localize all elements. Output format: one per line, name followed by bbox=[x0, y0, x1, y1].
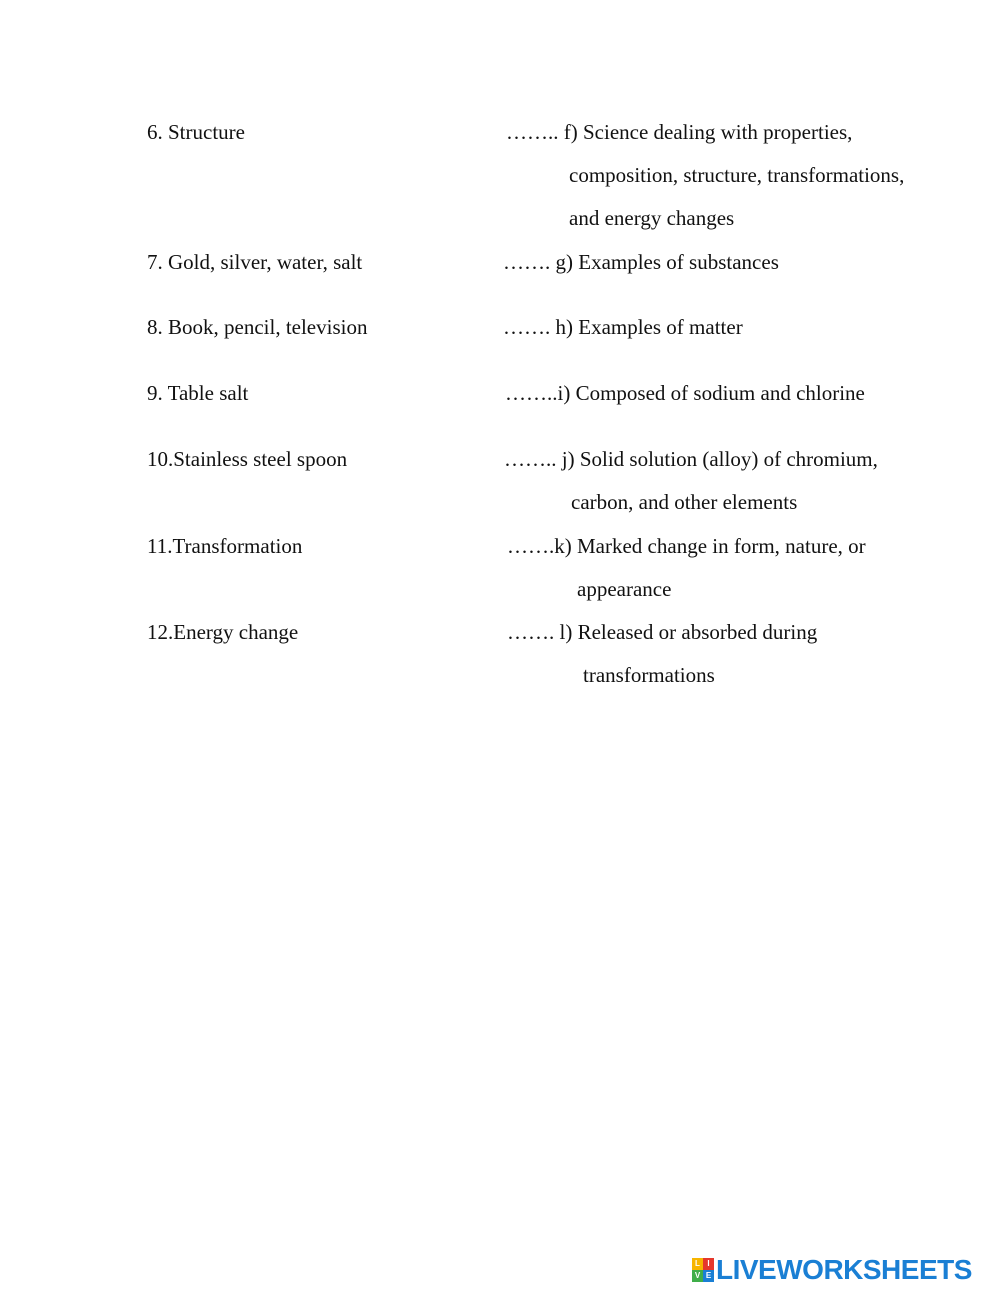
logo-text: LIVEWORKSHEETS bbox=[716, 1254, 972, 1285]
right-item-j-line-2: carbon, and other elements bbox=[571, 490, 798, 514]
left-item-6: 6. Structure bbox=[147, 120, 245, 144]
right-item-f-line-1: …….. f) Science dealing with properties, bbox=[506, 120, 853, 144]
right-item-k-line-2: appearance bbox=[577, 577, 672, 601]
logo-letter-e: E bbox=[703, 1270, 714, 1282]
live-logo-icon bbox=[692, 1258, 714, 1282]
right-item-g: ……. g) Examples of substances bbox=[503, 250, 779, 274]
right-item-l-line-1: ……. l) Released or absorbed during bbox=[507, 620, 818, 644]
right-item-k-line-1: …….k) Marked change in form, nature, or bbox=[507, 534, 866, 558]
left-item-8: 8. Book, pencil, television bbox=[147, 315, 368, 339]
right-item-i: ……..i) Composed of sodium and chlorine bbox=[505, 381, 865, 405]
left-item-9: 9. Table salt bbox=[147, 381, 249, 405]
right-item-f-line-3: and energy changes bbox=[569, 206, 735, 230]
logo-letter-v: V bbox=[692, 1270, 703, 1282]
right-item-f-line-2: composition, structure, transformations, bbox=[569, 163, 905, 187]
left-item-7: 7. Gold, silver, water, salt bbox=[147, 250, 363, 274]
right-item-j-line-1: …….. j) Solid solution (alloy) of chromium, bbox=[504, 447, 878, 471]
left-item-11: 11.Transformation bbox=[147, 534, 303, 558]
liveworksheets-logo bbox=[692, 1254, 972, 1286]
left-item-10: 10.Stainless steel spoon bbox=[147, 447, 348, 471]
right-item-l-line-2: transformations bbox=[583, 663, 715, 687]
logo-letter-i: I bbox=[703, 1258, 714, 1270]
left-item-12: 12.Energy change bbox=[147, 620, 299, 644]
right-item-h: ……. h) Examples of matter bbox=[503, 315, 743, 339]
logo-letter-l: L bbox=[692, 1258, 703, 1270]
